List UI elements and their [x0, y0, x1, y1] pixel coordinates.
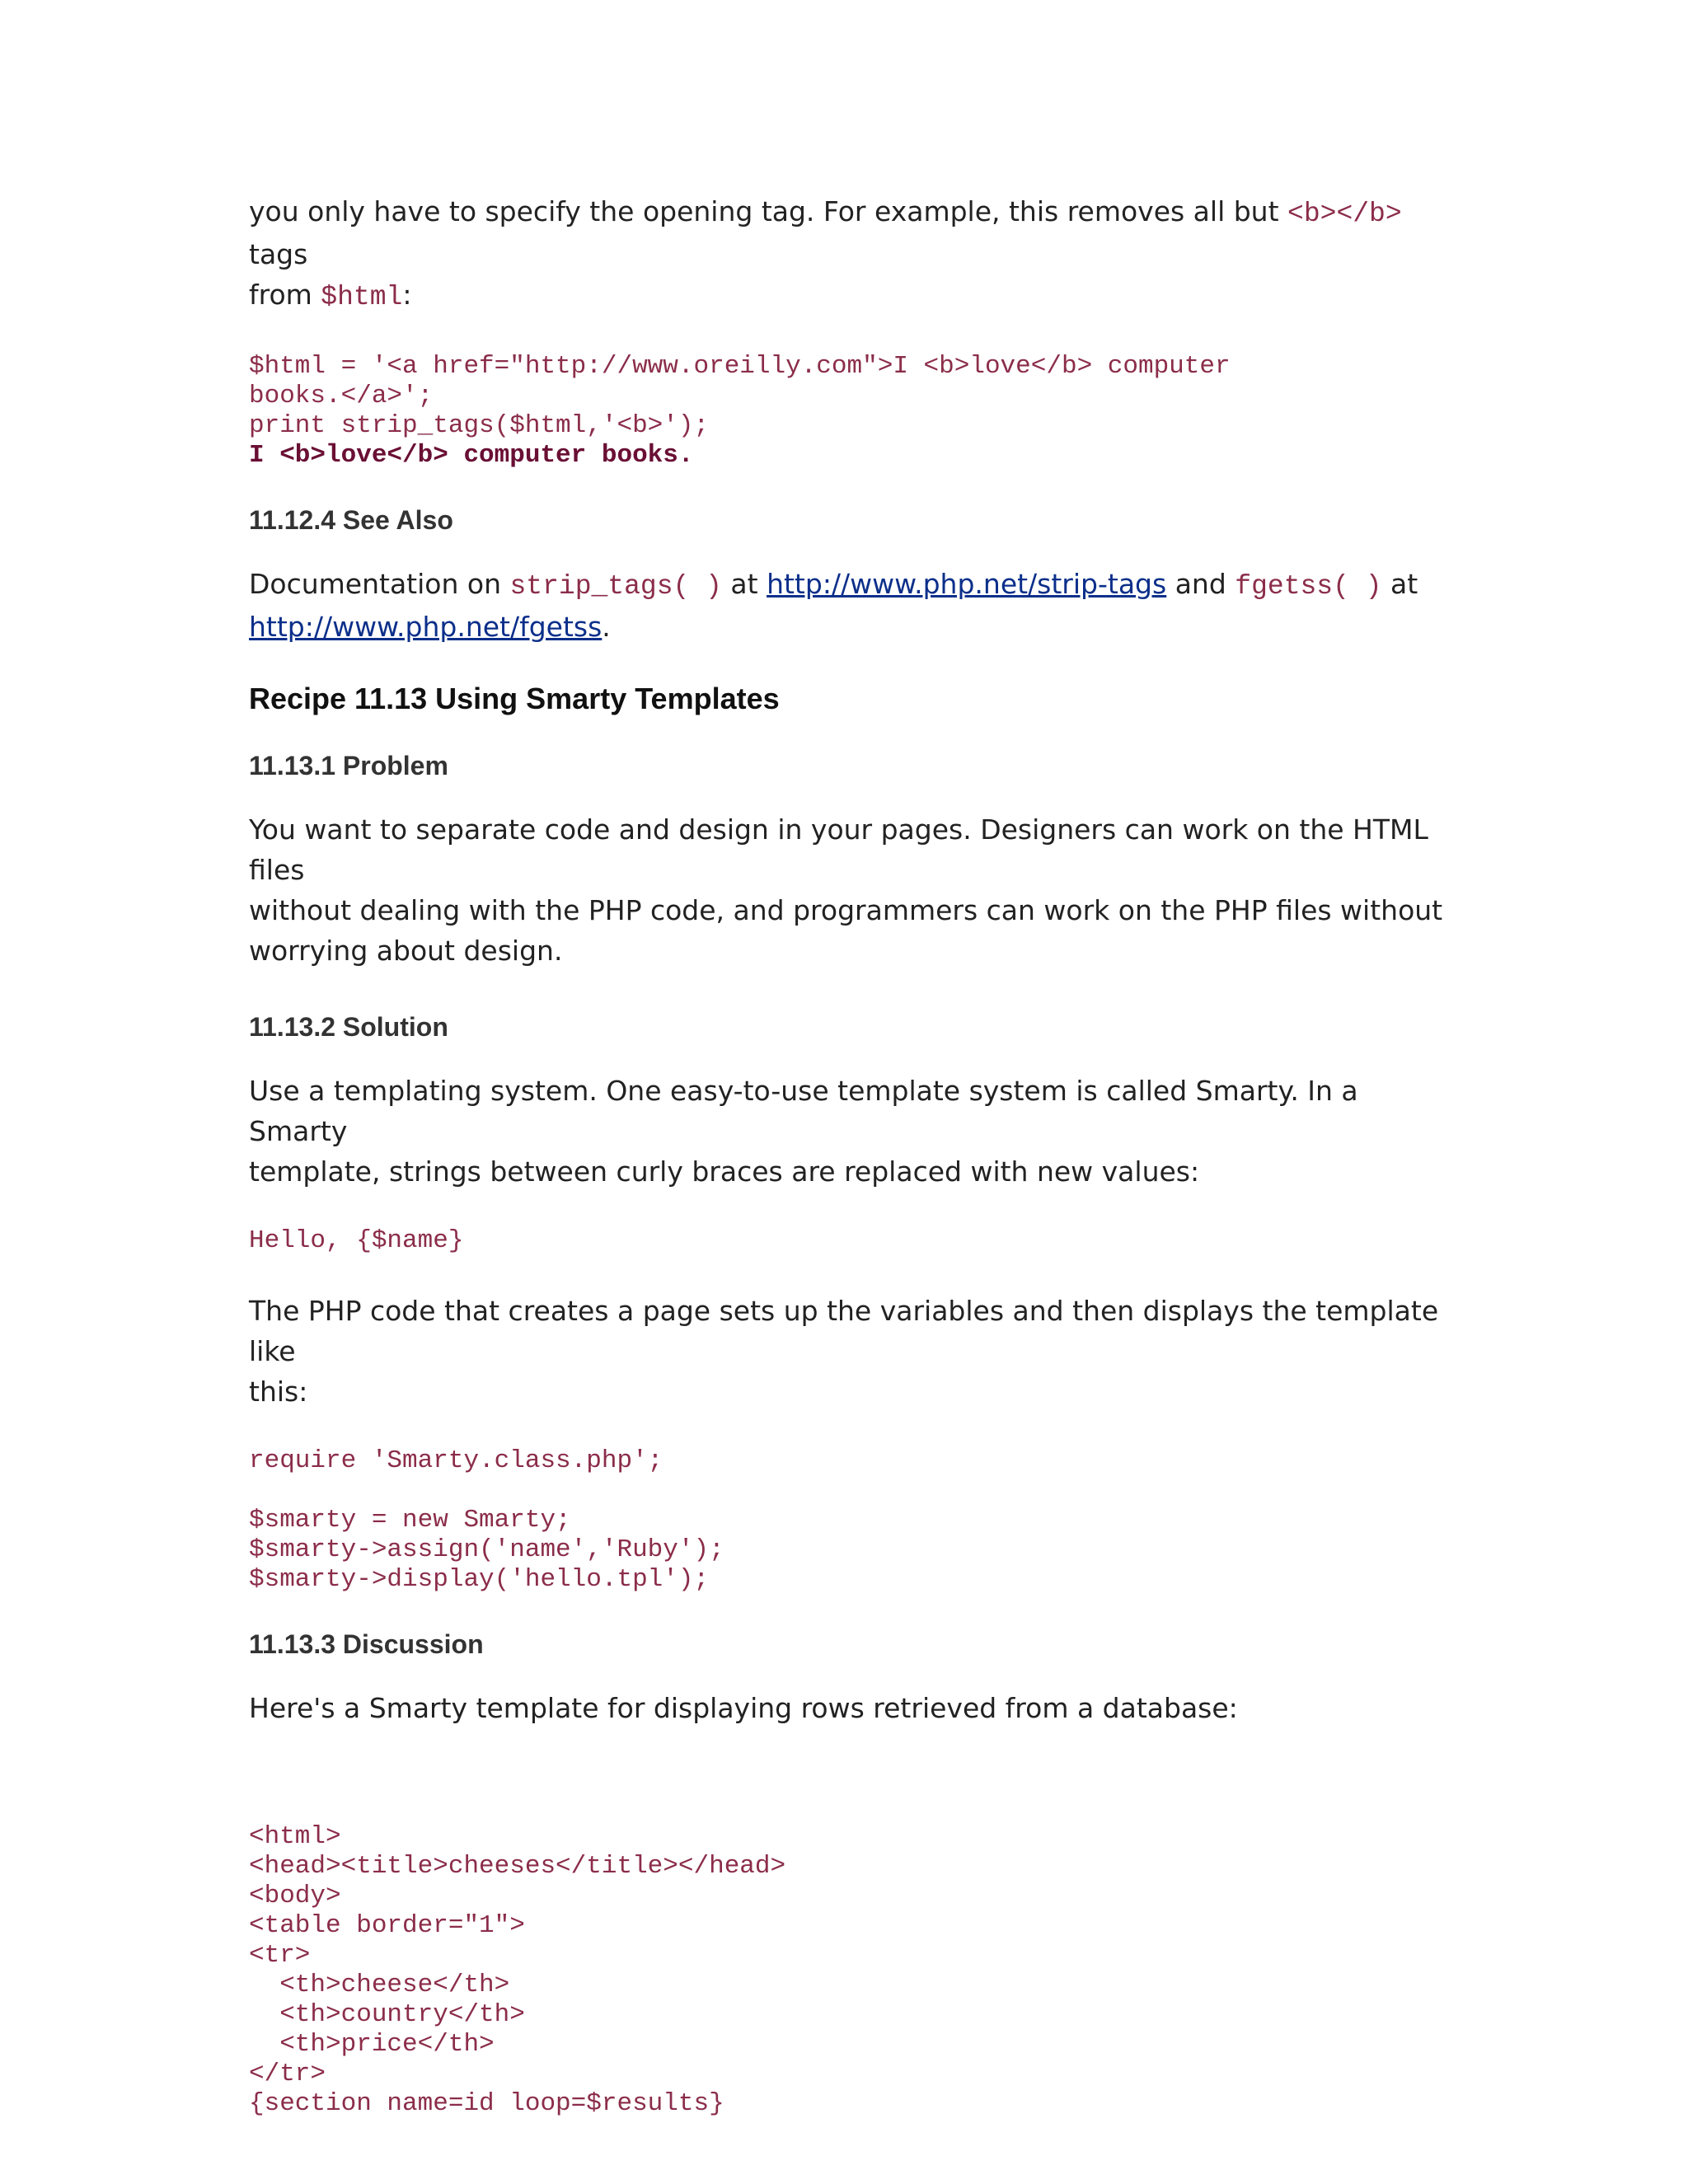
code-block-template	[249, 1763, 1452, 2178]
link-fgetss[interactable]: http://www.php.net/fgetss	[249, 611, 603, 643]
solution-paragraph-2	[249, 1291, 1452, 1412]
section-heading-problem: 11.13.1 Problem	[249, 751, 448, 780]
problem-paragraph	[249, 809, 1452, 971]
inline-code: <b></b>	[1287, 199, 1402, 229]
text: at	[1381, 568, 1418, 600]
code-block-smarty-php	[249, 1446, 1452, 1595]
document-page	[249, 191, 1452, 2178]
code-line: <th>price</th>	[249, 2030, 495, 2059]
code-line: </tr>	[249, 2060, 326, 2088]
code-line: <th>cheese</th>	[249, 1971, 510, 1999]
section-heading-solution: 11.13.2 Solution	[249, 1012, 448, 1042]
intro-text: you only have to specify the opening tag. For example, this removes all but	[249, 195, 1288, 227]
code-block-hello: Hello, {$name}	[249, 1226, 464, 1255]
code-line: <table border="1">	[249, 1911, 525, 1940]
code-line: <tr>	[249, 1941, 311, 1970]
inline-code: fgetss( )	[1235, 571, 1382, 602]
intro-text: tags	[249, 238, 308, 270]
code-block-strip-tags	[249, 352, 1452, 471]
link-strip-tags[interactable]: http://www.php.net/strip-tags	[767, 568, 1167, 600]
code-line: $html = '<a href="http://www.oreilly.com">I <b>love</b> computer	[249, 352, 1231, 381]
text: The PHP code that creates a page sets up the variables and then displays the template like	[249, 1295, 1439, 1367]
text: Use a templating system. One easy-to-use template system is called Smarty. In a Smarty	[249, 1075, 1358, 1147]
inline-code: $html	[321, 282, 403, 312]
inline-code: strip_tags( )	[509, 571, 722, 602]
text: at	[721, 568, 767, 600]
recipe-title: Recipe 11.13 Using Smarty Templates	[249, 682, 780, 715]
discussion-paragraph: Here's a Smarty template for displaying rows retrieved from a database:	[249, 1692, 1238, 1724]
see-also-paragraph	[249, 564, 1452, 647]
code-line: $smarty->assign('name','Ruby');	[249, 1535, 724, 1564]
text: Documentation on	[249, 568, 510, 600]
code-line: $smarty = new Smarty;	[249, 1506, 571, 1535]
intro-text: from	[249, 279, 321, 311]
text: and	[1166, 568, 1236, 600]
section-heading-see-also: 11.12.4 See Also	[249, 505, 453, 535]
code-line: books.</a>';	[249, 382, 434, 410]
code-line: {section name=id loop=$results}	[249, 2089, 724, 2118]
text: worrying about design.	[249, 935, 563, 967]
text: without dealing with the PHP code, and programmers can work on the PHP files without	[249, 894, 1443, 926]
intro-paragraph	[249, 191, 1452, 317]
code-output-line: I <b>love</b> computer books.	[249, 441, 694, 470]
text: template, strings between curly braces are replaced with new values:	[249, 1155, 1200, 1188]
code-line: <html>	[249, 1822, 341, 1851]
code-line: require 'Smarty.class.php';	[249, 1446, 663, 1475]
text: this:	[249, 1376, 308, 1408]
text: .	[602, 611, 611, 643]
section-heading-discussion: 11.13.3 Discussion	[249, 1629, 484, 1659]
solution-paragraph	[249, 1071, 1452, 1192]
code-line: <head><title>cheeses</title></head>	[249, 1852, 786, 1881]
code-line: print strip_tags($html,'<b>');	[249, 411, 710, 440]
text: You want to separate code and design in your pages. Designers can work on the HTML files	[249, 813, 1428, 886]
code-line: $smarty->display('hello.tpl');	[249, 1565, 710, 1594]
code-line: <body>	[249, 1882, 341, 1910]
code-line: <th>country</th>	[249, 2000, 525, 2029]
intro-text: :	[402, 279, 412, 311]
